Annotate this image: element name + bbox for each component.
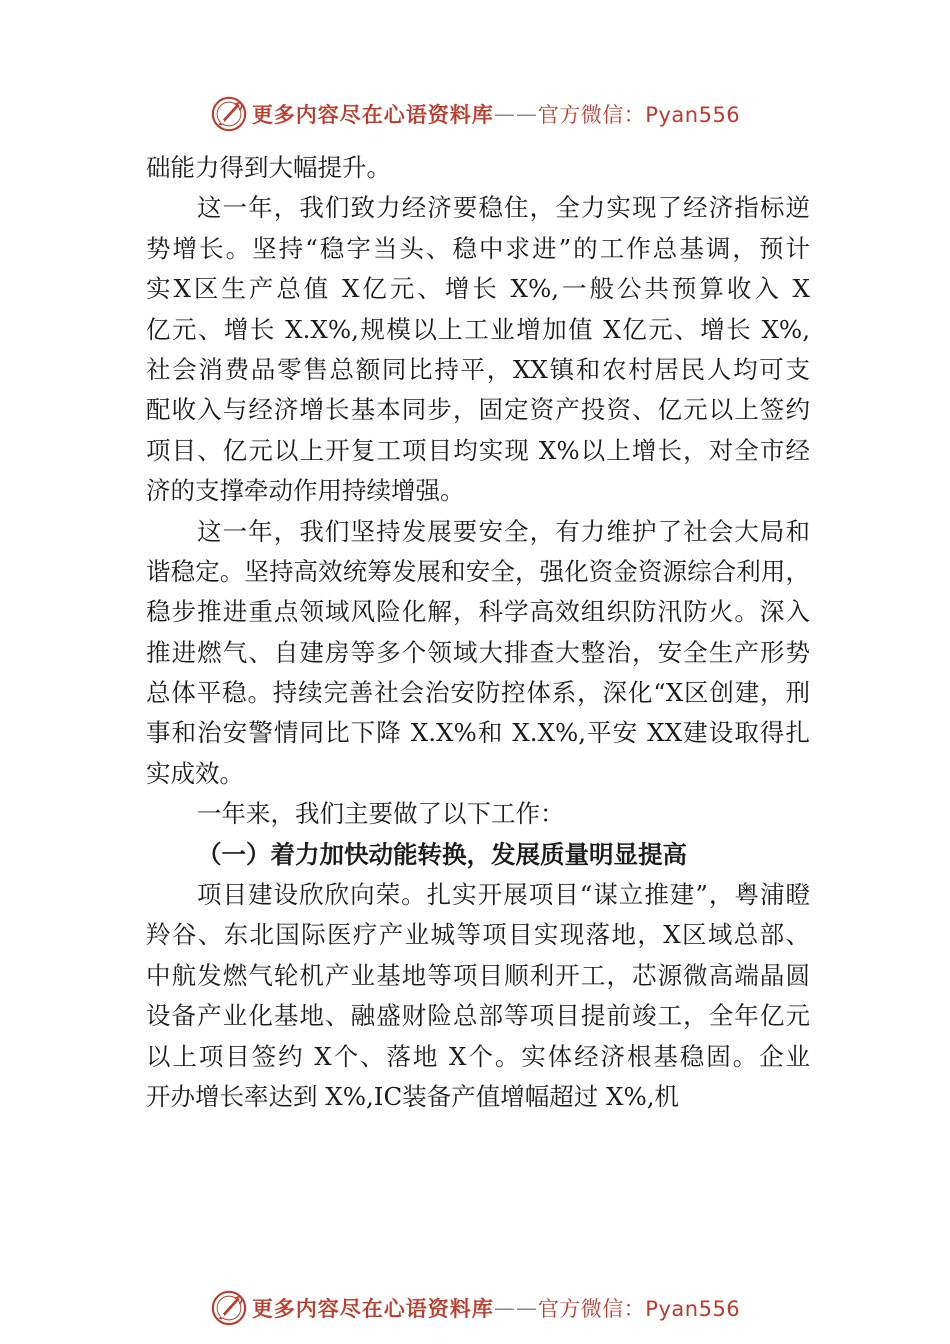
text-line-21: 中航发燃气轮机产业基地等项目顺利开工，芯源微高端晶圆	[146, 960, 810, 990]
text-line-22: 设备产业化基地、融盛财险总部等项目提前竣工，全年亿元	[146, 1001, 810, 1031]
text-line-15: 事和治安警情同比下降 X.X%和 X.X%,平安 XX建设取得扎	[146, 718, 810, 748]
text-line-1: 础能力得到大幅提升。	[146, 153, 391, 182]
footer-separator: ——	[493, 1296, 538, 1320]
text-line-6: 社会消费品零售总额同比持平，XX镇和农村居民人均可支	[146, 354, 810, 384]
quill-seal-logo-icon	[210, 95, 248, 133]
header-brand-text: 更多内容尽在心语资料库	[251, 102, 494, 127]
text-line-16: 实成效。	[146, 758, 244, 788]
text-line-23: 以上项目签约 X个、落地 X个。实体经济根基稳固。企业	[146, 1041, 810, 1071]
text-line-13: 推进燃气、自建房等多个领域大排查大整治，安全生产形势	[146, 637, 810, 667]
text-line-19: 项目建设欣欣向荣。扎实开展项目“谋立推建”，粤浦瞪	[197, 880, 810, 910]
text-line-11: 谐稳定。坚持高效统筹发展和安全，强化资金资源综合利用，	[146, 556, 810, 586]
footer-contact-text: 官方微信：Pyan556	[537, 1297, 741, 1321]
text-line-7: 配收入与经济增长基本同步，固定资产投资、亿元以上签约	[146, 395, 810, 425]
footer-brand-text: 更多内容尽在心语资料库	[251, 1296, 494, 1321]
text-line-10: 这一年，我们坚持发展要安全，有力维护了社会大局和	[197, 516, 810, 546]
text-line-12: 稳步推进重点领域风险化解，科学高效组织防汛防火。深入	[146, 597, 810, 627]
header-separator: ——	[493, 102, 538, 126]
quill-seal-logo-icon	[210, 1289, 248, 1327]
text-line-9: 济的支撑牵动作用持续增强。	[146, 476, 465, 506]
text-line-2: 这一年，我们致力经济要稳住，全力实现了经济指标逆	[197, 193, 810, 223]
document-body	[146, 148, 810, 1117]
text-line-8: 项目、亿元以上开复工项目均实现 X%以上增长，对全市经	[146, 435, 810, 465]
footer-watermark-banner	[0, 1286, 950, 1330]
text-line-24: 开办增长率达到 X%,IC装备产值增幅超过 X%,机	[146, 1081, 680, 1111]
section-heading: （一）着力加快动能转换，发展质量明显提高	[197, 839, 687, 869]
text-line-3: 势增长。坚持“稳字当头、稳中求进”的工作总基调，预计	[146, 233, 810, 263]
header-contact-text: 官方微信：Pyan556	[537, 103, 741, 127]
text-line-4: 实X区生产总值 X亿元、增长 X%,一般公共预算收入 X	[146, 274, 810, 304]
text-line-14: 总体平稳。持续完善社会治安防控体系，深化“X区创建，刑	[146, 678, 810, 708]
header-watermark-banner	[0, 92, 950, 136]
text-line-17: 一年来，我们主要做了以下工作：	[197, 799, 565, 829]
text-line-20: 羚谷、东北国际医疗产业城等项目实现落地，X区域总部、	[146, 920, 810, 950]
text-line-5: 亿元、增长 X.X%,规模以上工业增加值 X亿元、增长 X%,	[146, 314, 810, 344]
